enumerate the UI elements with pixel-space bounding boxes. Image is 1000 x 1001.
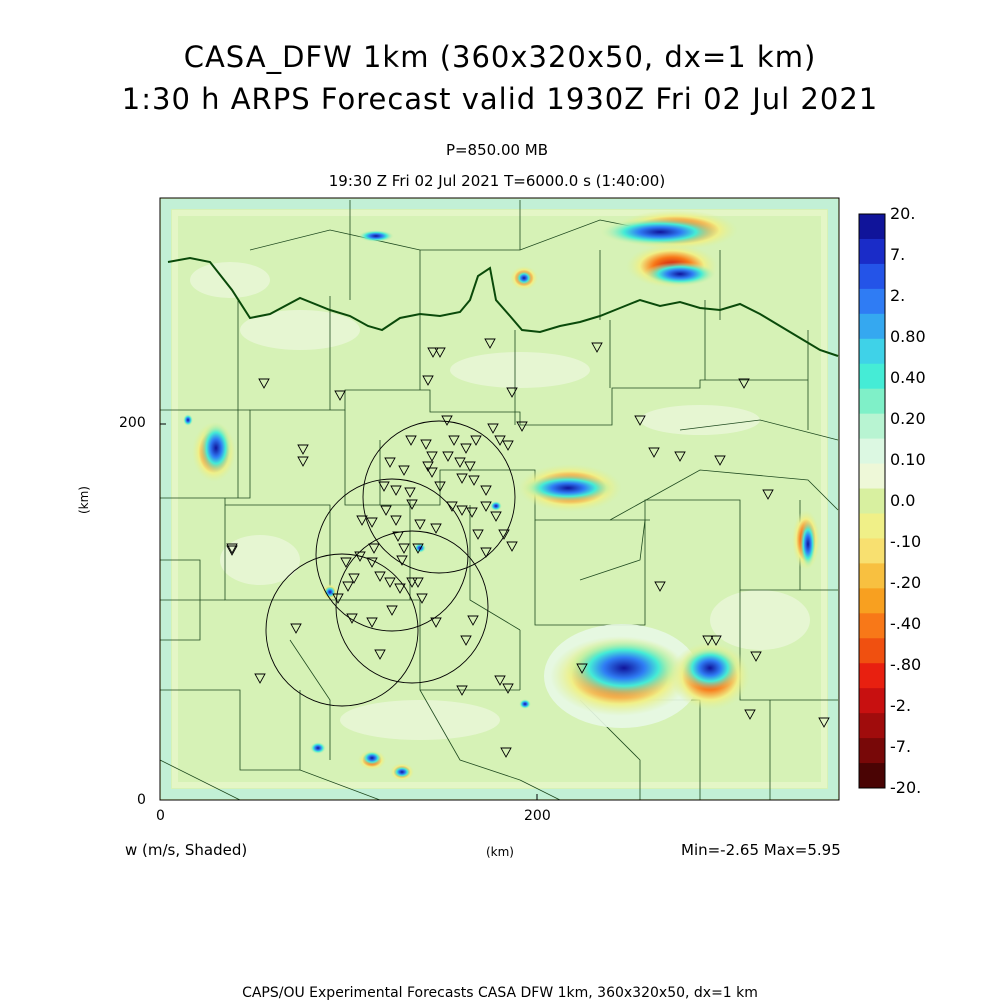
color-bar-label: -7.	[890, 737, 912, 756]
color-bar-swatch	[859, 264, 885, 289]
y-tick-label-200: 200	[119, 415, 146, 431]
footer-credit: CAPS/OU Experimental Forecasts CASA DFW 1km, 360x320x50, dx=1 km	[242, 985, 758, 1001]
pressure-level-label: P=850.00 MB	[445, 141, 549, 159]
y-axis-label: (km)	[77, 485, 92, 515]
color-bar-swatch	[859, 239, 885, 264]
color-bar-swatch	[859, 489, 885, 514]
color-bar-swatch	[859, 289, 885, 314]
color-bar-swatch	[859, 439, 885, 464]
color-bar-label: 0.40	[890, 368, 926, 387]
color-bar-swatch	[859, 339, 885, 364]
color-bar-swatch	[859, 389, 885, 414]
color-bar-label: -.40	[890, 614, 922, 633]
color-bar-swatch	[859, 314, 885, 339]
color-bar-label: 20.	[890, 204, 916, 223]
color-bar-swatch	[859, 713, 885, 738]
color-bar-swatch	[859, 414, 885, 439]
color-bar-swatch	[859, 513, 885, 538]
color-bar-swatch	[859, 738, 885, 763]
color-bar-label: -.20	[890, 573, 922, 592]
y-tick-label-0: 0	[137, 792, 146, 808]
color-bar-swatch	[859, 638, 885, 663]
color-bar-label: -.80	[890, 655, 922, 674]
color-bar-label: -2.	[890, 696, 912, 715]
x-axis-label: (km)	[485, 845, 514, 859]
color-bar-label: 7.	[890, 245, 906, 264]
x-tick-label-0: 0	[156, 808, 165, 824]
color-bar-label: 0.10	[890, 450, 926, 469]
color-bar-swatch	[859, 688, 885, 713]
color-bar-label: 0.0	[890, 491, 916, 510]
color-bar-swatch	[859, 663, 885, 688]
color-bar-label: 0.80	[890, 327, 926, 346]
color-bar-swatch	[859, 613, 885, 638]
color-bar-swatch	[859, 214, 885, 239]
min-max-label: Min=-2.65 Max=5.95	[681, 841, 841, 859]
color-bar-swatch	[859, 563, 885, 588]
color-bar-label: 0.20	[890, 409, 926, 428]
variable-label: w (m/s, Shaded)	[125, 841, 248, 859]
color-bar-label: 2.	[890, 286, 906, 305]
x-tick-label-200: 200	[524, 808, 551, 824]
chart-subtitle: 1:30 h ARPS Forecast valid 1930Z Fri 02 Jul 2021	[121, 82, 879, 116]
color-bar-swatch	[859, 763, 885, 788]
color-bar-label: -.10	[890, 532, 922, 551]
color-bar-swatch	[859, 364, 885, 389]
color-bar	[859, 214, 885, 789]
color-bar-swatch	[859, 538, 885, 563]
color-bar-swatch	[859, 464, 885, 489]
color-bar-swatch	[859, 588, 885, 613]
color-bar-label: -20.	[890, 778, 922, 797]
valid-time-label: 19:30 Z Fri 02 Jul 2021 T=6000.0 s (1:40:00)	[328, 172, 666, 190]
chart-title: CASA_DFW 1km (360x320x50, dx=1 km)	[183, 40, 817, 74]
